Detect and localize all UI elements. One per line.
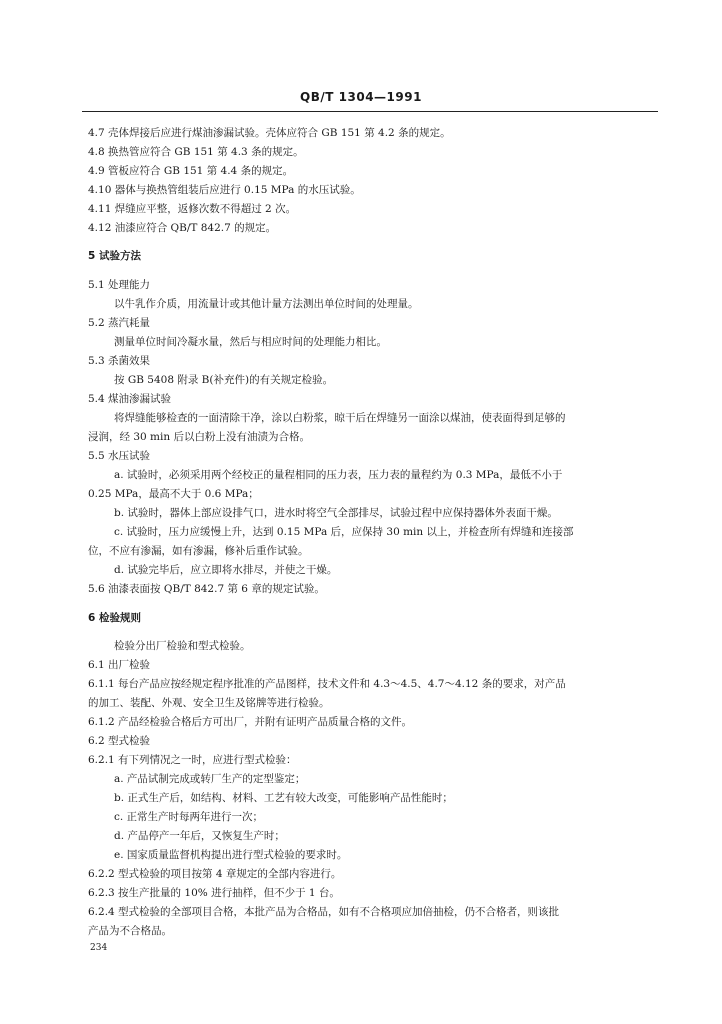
text-line: 按 GB 5408 附录 B(补充件)的有关规定检验。: [114, 374, 334, 386]
text-line: 4.11 焊缝应平整，返修次数不得超过 2 次。: [88, 203, 297, 215]
text-line: 6.2 型式检验: [88, 735, 151, 747]
section-heading: 6 检验规则: [88, 612, 141, 624]
text-line: 0.25 MPa，最高不大于 0.6 MPa；: [88, 488, 259, 500]
text-line: 位，不应有渗漏，如有渗漏，修补后重作试验。: [88, 545, 309, 557]
text-line: 4.7 壳体焊接后应进行煤油渗漏试验。壳体应符合 GB 151 第 4.2 条的规定。: [88, 127, 451, 139]
text-line: b. 试验时，器体上部应设排气口，进水时将空气全部排尽，试验过程中应保持器体外表面干燥。: [114, 507, 558, 519]
text-line: 产品为不合格品。: [88, 925, 172, 937]
header-rule: [82, 111, 658, 112]
text-line: 6.2.2 型式检验的项目按第 4 章规定的全部内容进行。: [88, 868, 342, 880]
standard-code-header: QB/T 1304—1991: [300, 90, 422, 104]
text-line: b. 正式生产后，如结构、材料、工艺有较大改变，可能影响产品性能时；: [114, 792, 453, 804]
text-line: d. 试验完毕后，应立即将水排尽，并使之干燥。: [114, 564, 338, 576]
text-line: 4.10 器体与换热管组装后应进行 0.15 MPa 的水压试验。: [88, 184, 361, 196]
text-line: 以牛乳作介质，用流量计或其他计量方法测出单位时间的处理量。: [114, 298, 419, 310]
text-line: 5.6 油漆表面按 QB/T 842.7 第 6 章的规定试验。: [88, 583, 325, 595]
text-line: 检验分出厂检验和型式检验。: [114, 640, 251, 652]
text-line: 5.5 水压试验: [88, 450, 151, 462]
text-line: a. 产品试制完成或转厂生产的定型鉴定；: [114, 773, 306, 785]
text-line: e. 国家质量监督机构提出进行型式检验的要求时。: [114, 849, 348, 861]
page-number: 234: [90, 943, 108, 953]
text-line: c. 正常生产时每两年进行一次；: [114, 811, 264, 823]
text-line: 6.1.2 产品经检验合格后方可出厂，并附有证明产品质量合格的文件。: [88, 716, 413, 728]
text-line: d. 产品停产一年后，又恢复生产时；: [114, 830, 285, 842]
text-line: 4.9 管板应符合 GB 151 第 4.4 条的规定。: [88, 165, 294, 177]
text-line: 将焊缝能够检查的一面清除干净，涂以白粉浆，晾干后在焊缝另一面涂以煤油，使表面得到足够的: [114, 412, 566, 424]
text-line: 4.12 油漆应符合 QB/T 842.7 的规定。: [88, 222, 277, 234]
text-line: 5.1 处理能力: [88, 279, 151, 291]
text-line: a. 试验时，必须采用两个经校正的量程相同的压力表，压力表的量程约为 0.3 MPa，最低不小于: [114, 469, 563, 481]
text-line: 浸润，经 30 min 后以白粉上没有油渍为合格。: [88, 431, 310, 443]
text-line: 6.1.1 每台产品应按经规定程序批准的产品图样，技术文件和 4.3～4.5、4.7～4.12 条的要求，对产品: [88, 678, 566, 690]
text-line: 6.2.1 有下列情况之一时，应进行型式检验：: [88, 754, 297, 766]
text-line: 5.4 煤油渗漏试验: [88, 393, 172, 405]
text-line: 6.1 出厂检验: [88, 659, 151, 671]
text-line: 的加工、装配、外观、安全卫生及铭牌等进行检验。: [88, 697, 330, 709]
text-line: 5.3 杀菌效果: [88, 355, 151, 367]
text-line: 测量单位时间冷凝水量，然后与相应时间的处理能力相比。: [114, 336, 387, 348]
text-line: 4.8 换热管应符合 GB 151 第 4.3 条的规定。: [88, 146, 304, 158]
text-line: 5.2 蒸汽耗量: [88, 317, 151, 329]
text-line: 6.2.3 按生产批量的 10% 进行抽样，但不少于 1 台。: [88, 887, 340, 899]
text-line: c. 试验时，压力应缓慢上升，达到 0.15 MPa 后，应保持 30 min 以上，并检查所有焊缝和连接部: [114, 526, 574, 538]
text-line: 6.2.4 型式检验的全部项目合格，本批产品为合格品，如有不合格项应加倍抽检，仍不合格者，则该批: [88, 906, 560, 918]
section-heading: 5 试验方法: [88, 250, 141, 262]
